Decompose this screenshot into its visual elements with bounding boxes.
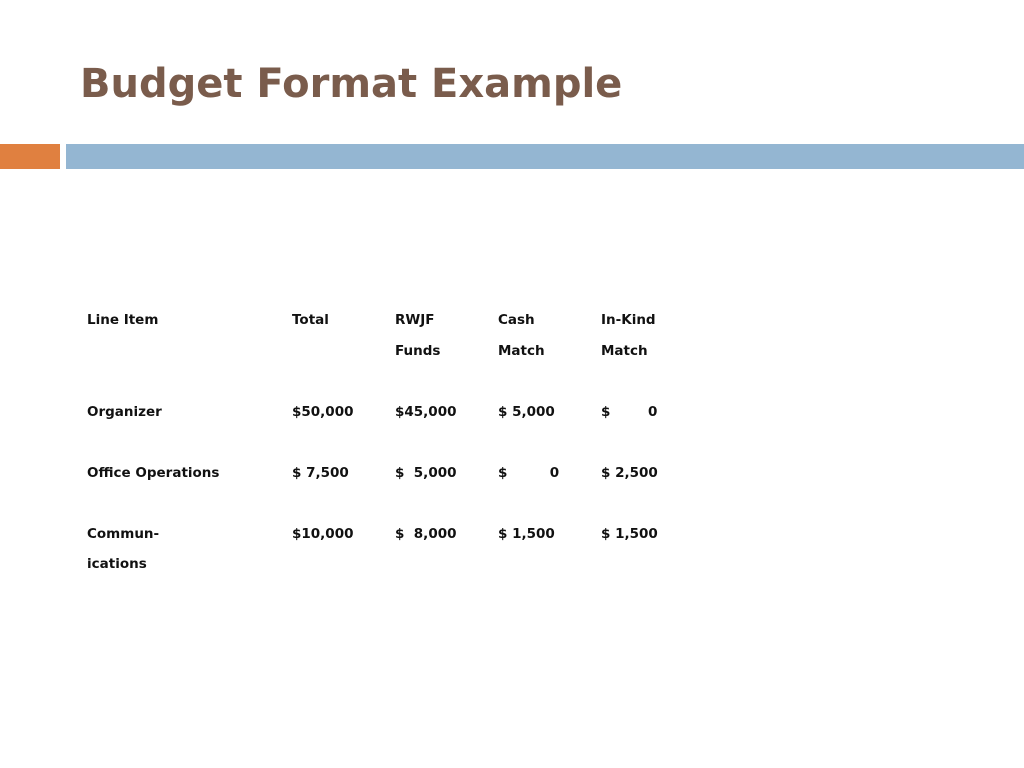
- table-cell-total: $ 7,500: [292, 464, 349, 481]
- header-cell-cash: Match: [498, 342, 545, 359]
- header-cell-line-item: Line Item: [87, 312, 159, 328]
- header-cell-total: [287, 336, 390, 367]
- table-cell-line-item: Organizer: [87, 403, 162, 420]
- table-cell-rwjf: $45,000: [395, 403, 457, 420]
- table-spacer-row: [82, 488, 699, 519]
- table-spacer-row: [82, 366, 699, 397]
- table-cell-cash: $ 0: [498, 464, 560, 481]
- accent-bar-orange: [0, 144, 60, 169]
- table-cell-cash: [493, 549, 596, 580]
- header-cell-in-kind: Match: [601, 342, 648, 359]
- slide-title: Budget Format Example: [80, 61, 623, 107]
- header-cell-total: Total: [292, 312, 329, 328]
- header-cell-rwjf: Funds: [395, 342, 441, 359]
- accent-bar-blue: [66, 144, 1024, 169]
- budget-table: [82, 305, 699, 580]
- table-cell-rwjf: $ 5,000: [395, 464, 457, 481]
- table-cell-line-item: ications: [87, 556, 147, 572]
- table-header-row: [82, 336, 699, 367]
- table-cell-total: $10,000: [292, 525, 354, 542]
- table-cell-total: $50,000: [292, 403, 354, 420]
- table-cell-in-kind: $ 0: [601, 403, 658, 420]
- table-cell-total: [287, 549, 390, 580]
- table-cell-in-kind: $ 1,500: [601, 525, 658, 542]
- table-row: [82, 397, 699, 428]
- header-cell-line-item: [82, 336, 287, 367]
- table-cell-line-item: Office Operations: [87, 464, 220, 481]
- table-cell-in-kind: [596, 549, 699, 580]
- table-cell-cash: $ 5,000: [498, 403, 555, 420]
- table-cell-rwjf: $ 8,000: [395, 525, 457, 542]
- header-cell-rwjf: RWJF: [395, 312, 435, 328]
- header-cell-cash: Cash: [498, 312, 535, 328]
- table-header-row: [82, 305, 699, 336]
- table-row-continuation: [82, 549, 699, 580]
- table-cell-in-kind: $ 2,500: [601, 464, 658, 481]
- table-row: [82, 519, 699, 550]
- table-row: [82, 458, 699, 489]
- table-cell-line-item: Commun-: [87, 525, 160, 542]
- table-spacer-row: [82, 427, 699, 458]
- table-cell-cash: $ 1,500: [498, 525, 555, 542]
- table-cell-rwjf: [390, 549, 493, 580]
- header-cell-in-kind: In-Kind: [601, 312, 656, 328]
